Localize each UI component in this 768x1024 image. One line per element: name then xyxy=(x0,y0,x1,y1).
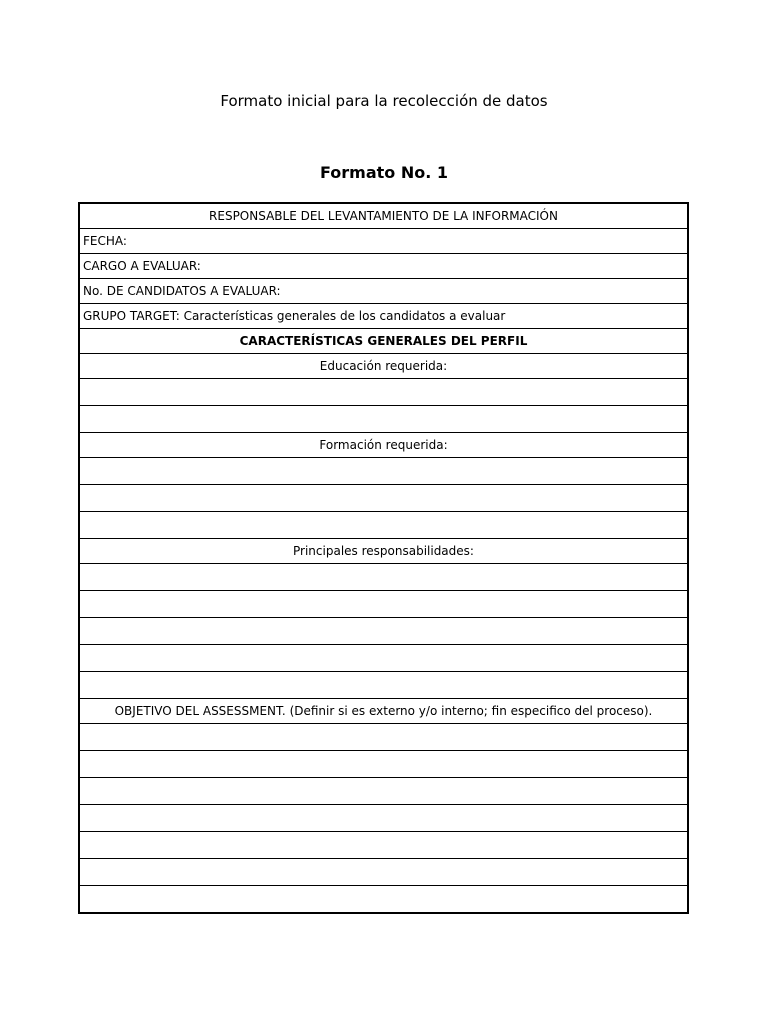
objetivo-input-row[interactable] xyxy=(79,751,688,778)
responsabilidades-input-row[interactable] xyxy=(79,591,688,618)
table-row xyxy=(79,699,688,724)
table-row xyxy=(79,832,688,859)
table-row xyxy=(79,564,688,591)
table-row xyxy=(79,778,688,805)
candidatos-field[interactable]: No. DE CANDIDATOS A EVALUAR: xyxy=(79,279,688,304)
table-row xyxy=(79,458,688,485)
table-row xyxy=(79,406,688,433)
table-row xyxy=(79,672,688,699)
table-row xyxy=(79,539,688,564)
table-row xyxy=(79,304,688,329)
responsabilidades-label: Principales responsabilidades: xyxy=(79,539,688,564)
table-row xyxy=(79,279,688,304)
objetivo-label: OBJETIVO DEL ASSESSMENT. (Definir si es externo y/o interno; fin especifico del proceso). xyxy=(79,699,688,724)
responsabilidades-input-row[interactable] xyxy=(79,645,688,672)
objetivo-input-row[interactable] xyxy=(79,832,688,859)
table-row xyxy=(79,805,688,832)
objetivo-input-row[interactable] xyxy=(79,805,688,832)
table-row xyxy=(79,724,688,751)
fecha-field[interactable]: FECHA: xyxy=(79,229,688,254)
table-row xyxy=(79,591,688,618)
table-row xyxy=(79,485,688,512)
responsabilidades-input-row[interactable] xyxy=(79,672,688,699)
grupo-target-field[interactable]: GRUPO TARGET: Características generales de los candidatos a evaluar xyxy=(79,304,688,329)
table-row xyxy=(79,886,688,914)
formacion-input-row[interactable] xyxy=(79,512,688,539)
document-subtitle: Formato inicial para la recolección de datos xyxy=(220,92,548,110)
formacion-input-row[interactable] xyxy=(79,458,688,485)
table-row xyxy=(79,254,688,279)
responsable-label: RESPONSABLE DEL LEVANTAMIENTO DE LA INFORMACIÓN xyxy=(79,203,688,229)
educacion-input-row[interactable] xyxy=(79,379,688,406)
formacion-input-row[interactable] xyxy=(79,485,688,512)
table-row xyxy=(79,203,688,229)
table-row xyxy=(79,433,688,458)
document-title: Formato No. 1 xyxy=(319,163,448,182)
perfil-heading: CARACTERÍSTICAS GENERALES DEL PERFIL xyxy=(79,329,688,354)
table-row xyxy=(79,354,688,379)
table-row xyxy=(79,329,688,354)
formacion-label: Formación requerida: xyxy=(79,433,688,458)
cargo-field[interactable]: CARGO A EVALUAR: xyxy=(79,254,688,279)
table-row xyxy=(79,645,688,672)
objetivo-input-row[interactable] xyxy=(79,778,688,805)
table-row xyxy=(79,229,688,254)
table-row xyxy=(79,859,688,886)
objetivo-input-row[interactable] xyxy=(79,859,688,886)
table-row xyxy=(79,379,688,406)
table-row xyxy=(79,751,688,778)
table-row xyxy=(79,512,688,539)
objetivo-input-row[interactable] xyxy=(79,724,688,751)
responsabilidades-input-row[interactable] xyxy=(79,618,688,645)
educacion-input-row[interactable] xyxy=(79,406,688,433)
objetivo-input-row[interactable] xyxy=(79,886,688,914)
educacion-label: Educación requerida: xyxy=(79,354,688,379)
table-row xyxy=(79,618,688,645)
responsabilidades-input-row[interactable] xyxy=(79,564,688,591)
data-collection-form xyxy=(78,202,689,914)
